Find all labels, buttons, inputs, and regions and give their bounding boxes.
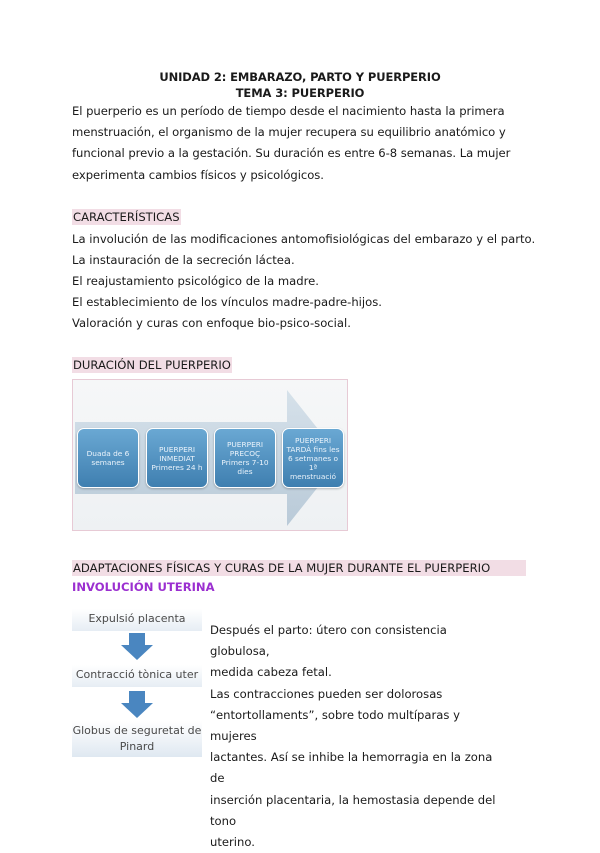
description-line: lactantes. Así se inhibe la hemorragia en la zona de bbox=[210, 750, 493, 786]
stage-box-late: PUERPERI TARDÀ fins les 6 setmanes o 1ª menstruació bbox=[282, 428, 344, 488]
adaptations-heading: ADAPTACIONES FÍSICAS Y CURAS DE LA MUJER DURANTE EL PUERPERIO bbox=[72, 560, 526, 576]
topic-title: TEMA 3: PUERPERIO bbox=[235, 86, 365, 100]
stage-box-duration: Duada de 6 semanes bbox=[77, 428, 139, 488]
characteristic-item: El establecimiento de los vínculos madre-padre-hijos. bbox=[72, 295, 382, 309]
down-arrow-icon bbox=[119, 691, 155, 719]
duration-diagram bbox=[72, 379, 348, 531]
characteristic-item: El reajustamiento psicológico de la madre. bbox=[72, 274, 319, 288]
stage-box-early: PUERPERI PRECOÇ Primers 7-10 dies bbox=[214, 428, 276, 488]
description-line: Después el parto: útero con consistencia globulosa, bbox=[210, 623, 447, 659]
flow-step-contraction: Contracció tònica uter bbox=[72, 665, 202, 687]
stage-box-immediate: PUERPERI INMEDIAT Primeres 24 h bbox=[146, 428, 208, 488]
duration-heading: DURACIÓN DEL PUERPERIO bbox=[73, 358, 231, 372]
description-line: uterino. bbox=[210, 835, 255, 850]
flow-step-pinard: Globus de seguretat de Pinard bbox=[72, 721, 202, 757]
characteristic-item: Valoración y curas con enfoque bio-psico-social. bbox=[72, 316, 351, 330]
description-line: medida cabeza fetal. bbox=[210, 665, 332, 680]
involution-description bbox=[210, 620, 510, 853]
description-line: “entortollaments”, sobre todo multíparas y mujeres bbox=[210, 707, 460, 744]
characteristic-item: La instauración de la secreción láctea. bbox=[72, 253, 295, 267]
down-arrow-icon bbox=[119, 633, 155, 661]
uterine-involution-heading: INVOLUCIÓN UTERINA bbox=[72, 580, 215, 594]
unit-title: UNIDAD 2: EMBARAZO, PARTO Y PUERPERIO bbox=[159, 70, 441, 84]
intro-line: menstruación, el organismo de la mujer recupera su equilibrio anatómico y bbox=[72, 125, 506, 140]
characteristics-heading: CARACTERÍSTICAS bbox=[73, 210, 180, 224]
intro-line: experimenta cambios físicos y psicológicos. bbox=[72, 167, 324, 182]
involution-flow-diagram bbox=[72, 609, 202, 757]
intro-line: funcional previo a la gestación. Su duración es entre 6-8 semanas. La mujer bbox=[72, 146, 511, 161]
flow-step-placenta: Expulsió placenta bbox=[72, 609, 202, 631]
description-line: Las contracciones pueden ser dolorosas bbox=[210, 686, 443, 701]
intro-paragraph bbox=[72, 101, 524, 186]
characteristic-item: La involución de las modificaciones antomofisiológicas del embarazo y el parto. bbox=[72, 232, 536, 246]
intro-line: El puerperio es un período de tiempo desde el nacimiento hasta la primera bbox=[72, 104, 505, 118]
description-line: inserción placentaria, la hemostasia depende del tono bbox=[210, 792, 496, 828]
